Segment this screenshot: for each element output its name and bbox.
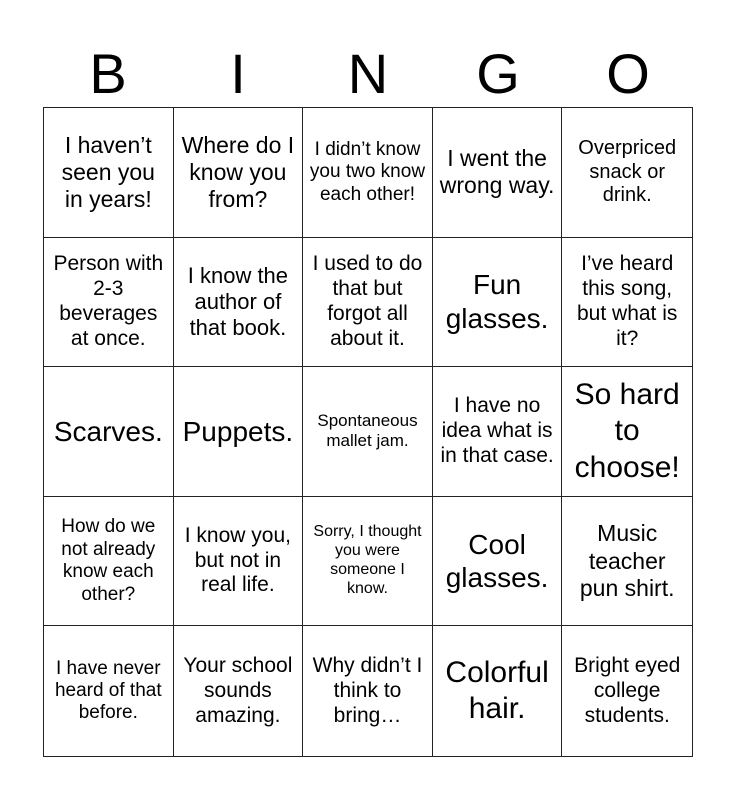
cell-text: I used to do that but forgot all about it. [312,252,423,350]
bingo-cell[interactable] [174,108,304,238]
bingo-cell[interactable] [44,238,174,368]
cell-text: Why didn’t I think to bring… [312,654,423,727]
cell-text: Overpriced snack or drink. [578,136,677,207]
bingo-cell[interactable] [562,108,692,238]
cell-text: I didn’t know you two know each other! [309,138,426,205]
bingo-cell[interactable] [303,367,433,497]
cell-text: Spontaneous mallet jam. [317,411,418,451]
cell-text: Scarves. [53,415,163,447]
bingo-board [43,107,693,757]
bingo-cell[interactable] [303,108,433,238]
cell-text: Colorful hair. [445,655,549,726]
bingo-cell[interactable] [44,108,174,238]
bingo-cell[interactable] [44,626,174,756]
bingo-cell[interactable] [44,497,174,627]
cell-text: Your school sounds amazing. [183,654,293,727]
bingo-cell[interactable] [303,626,433,756]
cell-text: I know you, but not in real life. [184,523,291,597]
bingo-cell[interactable] [562,626,692,756]
bingo-cell[interactable] [433,626,563,756]
bingo-cell[interactable] [433,497,563,627]
bingo-header [43,40,693,108]
cell-text: Puppets. [182,415,294,447]
header-letter-n: N [347,42,389,105]
bingo-cell[interactable] [562,238,692,368]
header-letter-g: G [476,42,520,105]
cell-text: How do we not already know each other? [61,516,156,605]
cell-text: I haven’t seen you in years! [61,131,155,212]
bingo-cell[interactable] [433,367,563,497]
bingo-cell[interactable] [174,367,304,497]
cell-text: Sorry, I thought you were someone I know. [313,523,422,597]
cell-text: Person with 2-3 beverages at once. [53,252,164,350]
cell-text: Fun glasses. [445,269,549,334]
bingo-cell[interactable] [44,367,174,497]
header-letter-o: O [606,42,650,105]
header-letter-i: I [230,42,246,105]
cell-text: So hard to choose! [574,377,680,484]
bingo-cell[interactable] [562,367,692,497]
bingo-cell[interactable] [174,497,304,627]
cell-text: I went the wrong way. [439,145,555,199]
cell-text: I know the author of that book. [187,262,289,340]
cell-text: Cool glasses. [445,528,549,594]
cell-text: Where do I know you from? [181,131,295,212]
bingo-cell[interactable] [562,497,692,627]
cell-text: Bright eyed college students. [574,654,681,727]
bingo-cell[interactable] [303,497,433,627]
cell-text: I have never heard of that before. [54,657,162,724]
bingo-cell[interactable] [433,108,563,238]
bingo-cell[interactable] [433,238,563,368]
header-letter-b: B [89,42,127,105]
cell-text: I’ve heard this song, but what is it? [577,252,678,350]
bingo-cell[interactable] [303,238,433,368]
bingo-cell[interactable] [174,626,304,756]
bingo-cell[interactable] [174,238,304,368]
cell-text: Music teacher pun shirt. [579,520,675,601]
cell-text: I have no idea what is in that case. [440,394,554,467]
